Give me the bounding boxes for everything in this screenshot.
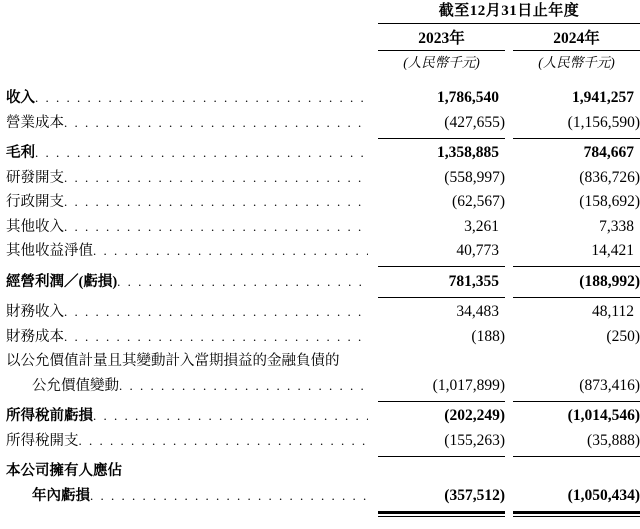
row-label: 財務成本 [6,328,64,345]
row-value-2023: (155,263) [444,431,505,449]
table-row [6,484,640,509]
row-value-2023: (1,017,899) [432,376,505,394]
dot-leader [64,190,368,215]
unit-2024-label: (人民幣千元) [538,55,615,70]
rule-line [378,138,505,139]
row-value-2024: (1,014,546) [567,407,640,424]
dot-leader [79,429,369,454]
row-label-cell [6,300,368,325]
dot-leader [90,484,368,509]
year-row [378,24,640,50]
row-label: 營業成本 [6,114,64,131]
row-label-cell [6,484,368,509]
row-label: 年內虧損 [32,487,90,504]
table-row [6,429,640,454]
row-value-2024: (35,888) [587,431,640,449]
rule-line [513,297,640,298]
row-label: 經營利潤／(虧損) [6,273,118,290]
table-row [6,190,640,215]
row-label: 其他收益淨值 [6,243,93,259]
row-value-2023: (357,512) [444,486,505,504]
row-label: 收入 [6,90,35,106]
row-label-cell [6,166,368,191]
dot-leader [119,374,368,399]
row-label-cell [6,141,368,166]
year-2023-header: 2023年 [418,30,465,47]
row-label-cell [6,349,368,374]
row-label: 財務收入 [6,304,64,320]
row-label-cell [6,429,368,454]
row-label-cell [6,325,368,350]
year-2024-header: 2024年 [553,30,600,47]
dot-leader [64,325,368,350]
row-label-cell [6,190,368,215]
dot-leader [64,111,368,136]
row-value-2023: (558,997) [444,168,505,186]
row-value-2023: 781,355 [448,272,499,290]
row-label: 所得稅開支 [6,432,79,449]
row-value-2024: (1,050,434) [567,486,640,504]
row-value-2023: 1,786,540 [437,89,499,106]
table-row [6,374,640,399]
dot-leader [117,270,368,295]
rule-line [513,401,640,402]
dot-leader [64,215,368,240]
row-label-cell [6,111,368,136]
dot-leader [93,239,368,264]
row-label: 所得稅前虧損 [6,408,93,424]
rule-line [378,401,505,402]
row-value-2024: 14,421 [591,242,634,259]
row-value-2024: 7,338 [599,217,634,235]
table-row [6,141,640,166]
double-total-rule [6,508,640,519]
dot-leader [64,300,368,325]
dot-leader [93,404,368,429]
table-row [6,86,640,111]
row-value-2024: (836,726) [579,168,640,186]
row-value-2023: (427,655) [444,113,505,131]
row-label-cell [6,86,368,111]
rule-line [378,297,505,298]
table-row [6,349,640,374]
table-row [6,325,640,350]
row-label-cell [6,270,368,295]
row-value-2023: (188) [471,327,505,345]
row-label: 公允價值變動 [32,377,119,394]
row-value-2024: (158,692) [579,193,640,210]
row-value-2024: (873,416) [579,376,640,394]
dot-leader [64,166,368,191]
table-row [6,270,640,295]
row-value-2024: (188,992) [579,272,640,290]
row-label: 其他收入 [6,218,64,235]
table-row [6,215,640,240]
row-label: 行政開支 [6,194,64,210]
period-title: 截至12月31日止年度 [438,3,580,19]
row-value-2024: 48,112 [591,303,634,320]
table-row [6,459,640,484]
row-value-2023: 1,358,885 [437,144,499,161]
row-value-2024: 784,667 [583,144,634,161]
row-value-2024: (250) [606,327,640,345]
row-value-2023: 3,261 [464,217,499,235]
dot-leader [35,86,368,111]
unit-row [378,51,640,70]
row-label: 以公允價值計量且其變動計入當期損益的金融負債的 [6,353,340,369]
header-columns [378,2,640,70]
rule-line [513,138,640,139]
row-label: 本公司擁有人應佔 [6,463,122,479]
table-row [6,166,640,191]
double-rule-line [378,511,505,517]
row-label: 研發開支 [6,169,64,186]
table-row [6,404,640,429]
table-body [6,86,640,519]
table-row [6,300,640,325]
rule-line [513,456,640,457]
row-value-2023: 34,483 [456,303,499,320]
row-label-cell [6,404,368,429]
row-label-cell [6,239,368,264]
rule-line [513,266,640,267]
rule-line [378,456,505,457]
table-row [6,111,640,136]
row-value-2024: (1,156,590) [567,113,640,131]
table-header [6,2,640,70]
row-label-cell [6,459,368,484]
double-rule-line [513,511,640,517]
row-label: 毛利 [6,145,35,161]
table-row [6,239,640,264]
unit-2023-label: (人民幣千元) [403,55,480,70]
row-value-2023: (202,249) [444,407,505,424]
row-label-cell [6,374,368,399]
row-value-2023: (62,567) [452,193,505,210]
row-label-cell [6,215,368,240]
rule-line [378,266,505,267]
row-value-2023: 40,773 [456,242,499,259]
header-label-spacer [6,2,378,70]
dot-leader [35,141,368,166]
row-value-2024: 1,941,257 [572,89,634,106]
